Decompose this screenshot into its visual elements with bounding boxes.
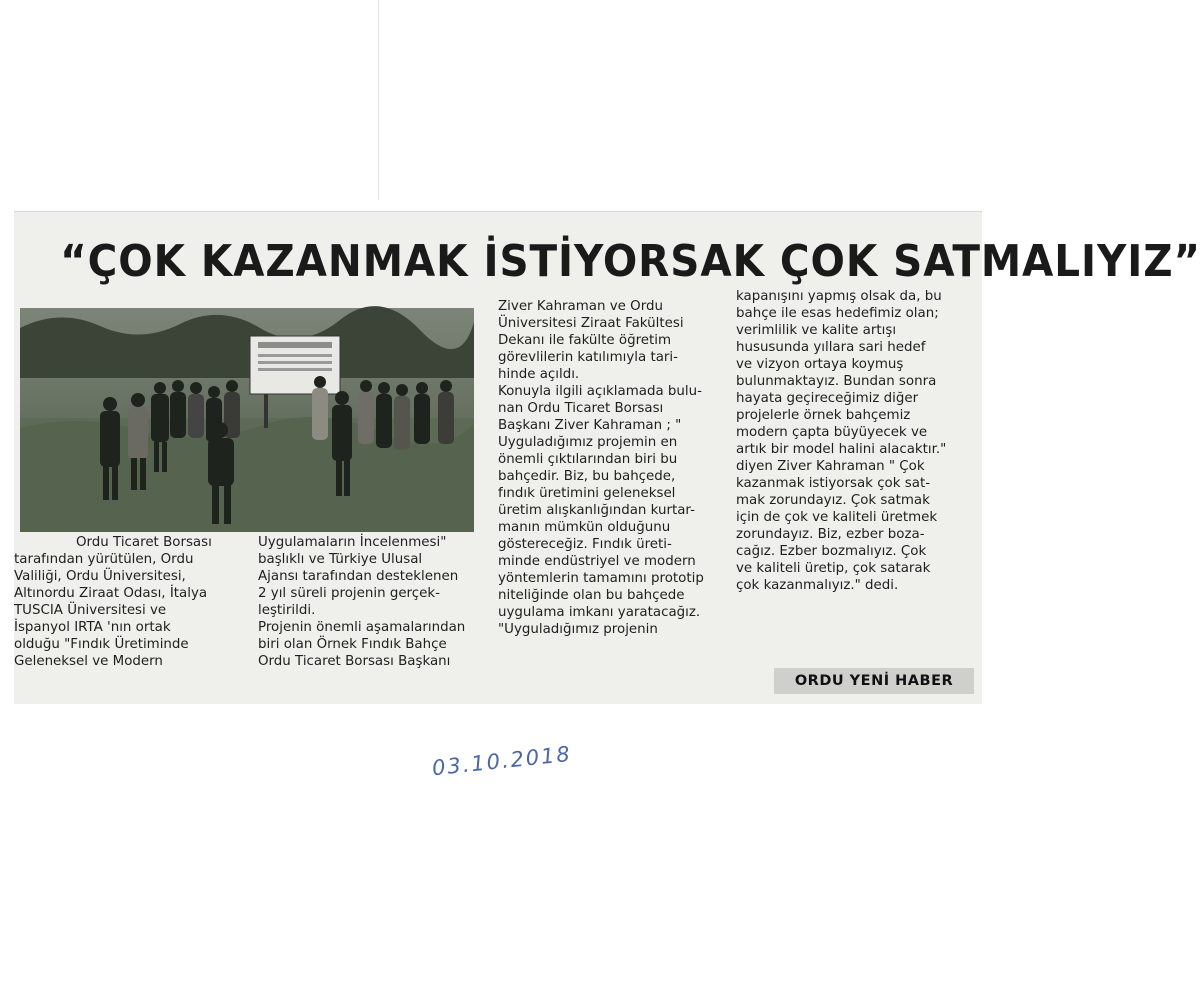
text-line: fındık üretimini geleneksel (498, 486, 676, 501)
text-line: manın mümkün olduğunu (498, 520, 671, 535)
text-line: Ajansı tarafından desteklenen (258, 569, 459, 584)
text-line: artık bir model halini alacaktır." (736, 442, 947, 457)
text-line: uygulama imkanı yaratacağız. (498, 605, 701, 620)
text-line: için de çok ve kaliteli üretmek (736, 510, 938, 525)
text-line: görevlilerin katılımıyla tari- (498, 350, 678, 365)
text-line: bahçedir. Biz, bu bahçede, (498, 469, 676, 484)
text-line: göstereceğiz. Fındık üreti- (498, 537, 672, 552)
text-line: Dekanı ile fakülte öğretim (498, 333, 672, 348)
article-column-1 (14, 534, 228, 670)
text-line: ve kaliteli üretip, çok satarak (736, 561, 931, 576)
text-line: zorundayız. Biz, ezber boza- (736, 527, 925, 542)
text-line: diyen Ziver Kahraman " Çok (736, 459, 925, 474)
article-column-3 (498, 298, 733, 638)
text-line: önemli çıktılarından biri bu (498, 452, 678, 467)
text-line: niteliğinde olan bu bahçede (498, 588, 685, 603)
text-line: "Uyguladığımız projenin (498, 622, 658, 637)
text-line: hinde açıldı. (498, 367, 580, 382)
text-line: verimlilik ve kalite artışı (736, 323, 897, 338)
text-line: bulunmaktayız. Bundan sonra (736, 374, 937, 389)
group-photo (20, 308, 474, 532)
text-line: Projenin önemli aşamalarından (258, 620, 466, 635)
text-line: İspanyol IRTA 'nın ortak (14, 620, 171, 635)
group-photo-icon (20, 308, 474, 532)
article-column-2 (258, 534, 488, 670)
text-line: hususunda yıllara sari hedef (736, 340, 926, 355)
text-line: nan Ordu Ticaret Borsası (498, 401, 664, 416)
text-line: yöntemlerin tamamını prototip (498, 571, 704, 586)
text-line: olduğu "Fındık Üretiminde (14, 637, 189, 652)
article-column-4 (736, 288, 979, 594)
text-line: mak zorundayız. Çok satmak (736, 493, 930, 508)
text-line: modern çapta büyüyecek ve (736, 425, 928, 440)
text-line: Ziver Kahraman ve Ordu (498, 299, 663, 314)
text-line: Başkanı Ziver Kahraman ; " (498, 418, 682, 433)
date-stamp: 03.10.2018 (430, 741, 573, 781)
text-line: Uyguladığımız projemin en (498, 435, 678, 450)
text-line: Ordu Ticaret Borsası (76, 535, 212, 550)
text-line: başlıklı ve Türkiye Ulusal (258, 552, 423, 567)
newspaper-clipping (14, 212, 1201, 704)
text-line: Üniversitesi Ziraat Fakültesi (498, 316, 684, 331)
text-line: 2 yıl süreli projenin gerçek- (258, 586, 440, 601)
text-line: ve vizyon ortaya koymuş (736, 357, 904, 372)
text-line: projelerle örnek bahçemiz (736, 408, 911, 423)
text-line: Altınordu Ziraat Odası, İtalya (14, 586, 208, 601)
text-line: Valiliği, Ordu Üniversitesi, (14, 569, 186, 584)
text-line: Geleneksel ve Modern (14, 654, 163, 669)
text-line: çok kazanmalıyız." dedi. (736, 578, 899, 593)
text-line: tarafından yürütülen, Ordu (14, 552, 194, 567)
text-line: cağız. Ezber bozmalıyız. Çok (736, 544, 927, 559)
text-line: minde endüstriyel ve modern (498, 554, 696, 569)
text-line: üretim alışkanlığından kurtar- (498, 503, 695, 518)
text-line: Uygulamaların İncelenmesi" (258, 535, 447, 550)
text-line: biri olan Örnek Fındık Bahçe (258, 637, 447, 652)
text-line: kazanmak istiyorsak çok sat- (736, 476, 931, 491)
text-line: hayata geçireceğimiz diğer (736, 391, 919, 406)
text-line: bahçe ile esas hedefimiz olan; (736, 306, 939, 321)
text-line: Konuyla ilgili açıklamada bulu- (498, 384, 702, 399)
text-line: TUSCIA Üniversitesi ve (14, 603, 167, 618)
text-line: Ordu Ticaret Borsası Başkanı (258, 654, 451, 669)
headline: “ÇOK KAZANMAK İSTİYORSAK ÇOK SATMALIYIZ” (60, 236, 1201, 287)
publication-badge: ORDU YENİ HABER (774, 668, 974, 694)
text-line: leştirildi. (258, 603, 316, 618)
text-line: kapanışını yapmış olsak da, bu (736, 289, 942, 304)
scan-artifact-line (378, 0, 379, 200)
